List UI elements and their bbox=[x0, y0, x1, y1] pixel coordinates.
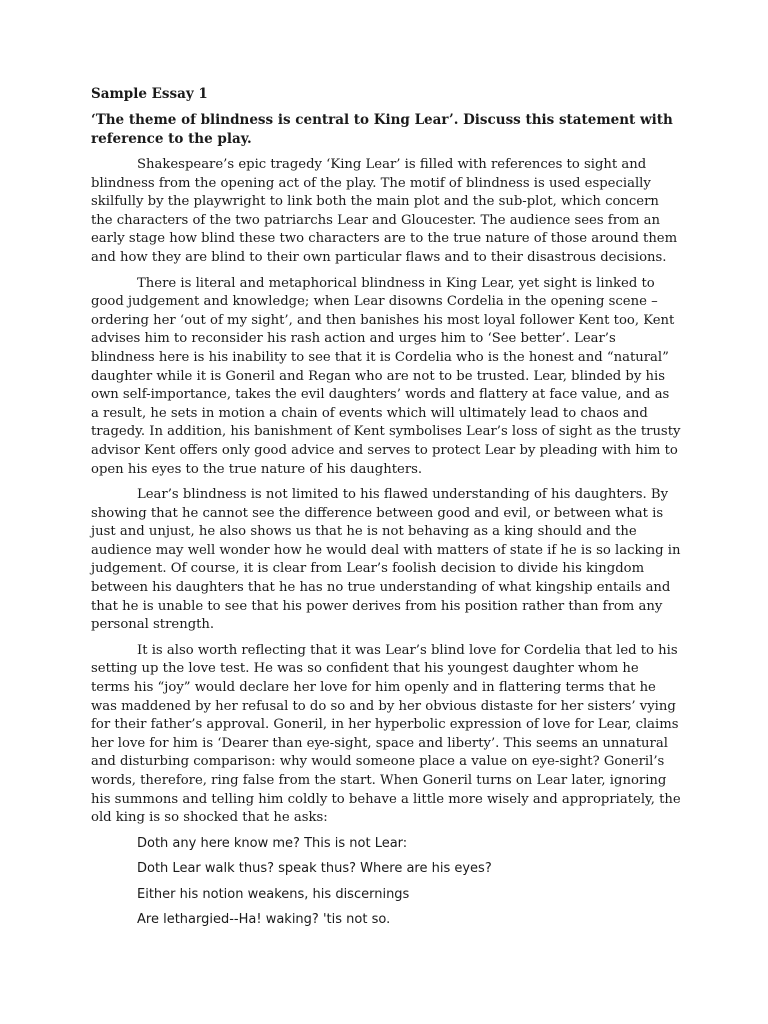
essay-label: Sample Essay 1 bbox=[91, 86, 208, 102]
quote-line: Either his notion weakens, his discernings bbox=[137, 886, 410, 902]
quote-line: Doth any here know me? This is not Lear: bbox=[137, 835, 408, 851]
paragraph-intro: Shakespeare’s epic tragedy ‘King Lear’ is filled with references to sight and blindness from the opening act of the play. The motif of blindness is used especially skilfully by the playwright to link both the main plot and the sub-plot, which concern the characters of the two patriarchs Lear and Gloucester. The audience sees from an early stage how blind these two characters are to the true nature of those around them and how they are blind to their own particular flaws and to their disastrous decisions. bbox=[91, 157, 678, 265]
quote-line: Doth Lear walk thus? speak thus? Where are his eyes? bbox=[137, 861, 492, 877]
paragraph-love-test: It is also worth reflecting that it was Lear’s blind love for Cordelia that led to his setting up the love test. He was so confident that his youngest daughter whom he terms his “joy” would declare her love for him openly and in flattering terms that he was maddened by her refusal to do so and by her obvious distaste for her sisters’ vying for their father’s approval. Goneril, in her hyperbolic expression of love for Lear, claims her love for him is ‘Dearer than eye-sight, space and liberty’. This seems an unnatural and disturbing comparison: why would someone place a value on eye-sight? Goneril’s words, therefore, ring false from the start. When Goneril turns on Lear later, ignoring his summons and telling him coldly to behave a little more wisely and appropriately, the old king is so shocked that he asks: bbox=[91, 642, 681, 826]
quote-line: Are lethargied--Ha! waking? 'tis not so. bbox=[137, 912, 391, 928]
paragraph-judgement: Lear’s blindness is not limited to his flawed understanding of his daughters. By showing that he cannot see the difference between good and evil, or between what is just and unjust, he also shows us that he is not behaving as a king should and the audience may well wonder how he would deal with matters of state if he is so lacking in judgement. Of course, it is clear from Lear’s foolish decision to divide his kingdom between his daughters that he has no true understanding of what kingship entails and that he is unable to see that his power derives from his position rather than from any personal strength. bbox=[91, 487, 681, 633]
essay-question: ‘The theme of blindness is central to King Lear’. Discuss this statement with reference to the play. bbox=[91, 112, 673, 147]
verse-quotation bbox=[137, 835, 681, 930]
paragraph-literal-blindness: There is literal and metaphorical blindness in King Lear, yet sight is linked to good judgement and knowledge; when Lear disowns Cordelia in the opening scene – ordering her ‘out of my sight’, and then banishes his most loyal follower Kent too, Kent advises him to reconsider his rash action and urges him to ‘See better’. Lear’s blindness here is his inability to see that it is Cordelia who is the honest and “natural” daughter while it is Goneril and Regan who are not to be trusted. Lear, blinded by his own self-importance, takes the evil daughters’ words and flattery at face value, and as a result, he sets in motion a chain of events which will ultimately lead to chaos and tragedy. In addition, his banishment of Kent symbolises Lear’s loss of sight as the trusty advisor Kent offers only good advice and serves to protect Lear by pleading with him to open his eyes to the true nature of his daughters. bbox=[91, 275, 681, 477]
essay-body bbox=[91, 85, 681, 937]
